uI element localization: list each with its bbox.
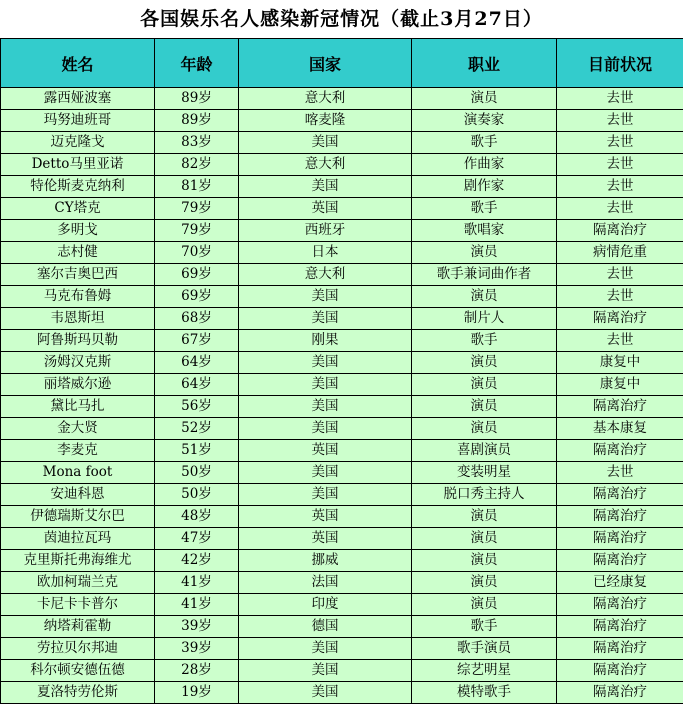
cell-age: 50岁 <box>155 462 239 484</box>
cell-country: 印度 <box>239 594 412 616</box>
cell-occupation: 演员 <box>412 242 557 264</box>
cell-country: 美国 <box>239 352 412 374</box>
cell-country: 德国 <box>239 616 412 638</box>
cell-name: 玛努迪班哥 <box>1 110 155 132</box>
cell-name: 克里斯托弗海维尤 <box>1 550 155 572</box>
cell-occupation: 歌手兼词曲作者 <box>412 264 557 286</box>
cell-age: 64岁 <box>155 374 239 396</box>
table-row <box>1 374 683 396</box>
header-name: 姓名 <box>1 39 155 88</box>
cell-status: 隔离治疗 <box>557 528 683 550</box>
cell-name: Mona foot <box>1 462 155 484</box>
cell-country: 意大利 <box>239 88 412 110</box>
cell-age: 89岁 <box>155 88 239 110</box>
table-row <box>1 616 683 638</box>
cell-name: 露西娅波塞 <box>1 88 155 110</box>
cell-occupation: 演员 <box>412 528 557 550</box>
cell-age: 47岁 <box>155 528 239 550</box>
cell-status: 康复中 <box>557 374 683 396</box>
cell-country: 美国 <box>239 660 412 682</box>
cell-name: CY塔克 <box>1 198 155 220</box>
cell-status: 隔离治疗 <box>557 484 683 506</box>
cell-country: 美国 <box>239 638 412 660</box>
table-row <box>1 132 683 154</box>
cell-age: 69岁 <box>155 264 239 286</box>
cell-country: 美国 <box>239 176 412 198</box>
cell-name: 夏洛特劳伦斯 <box>1 682 155 704</box>
cell-name: 茵迪拉瓦玛 <box>1 528 155 550</box>
cell-occupation: 演员 <box>412 374 557 396</box>
cell-country: 美国 <box>239 308 412 330</box>
cell-occupation: 演员 <box>412 88 557 110</box>
cell-age: 79岁 <box>155 198 239 220</box>
celebrity-table <box>0 38 683 704</box>
cell-age: 28岁 <box>155 660 239 682</box>
cell-occupation: 演员 <box>412 506 557 528</box>
cell-country: 刚果 <box>239 330 412 352</box>
cell-occupation: 模特歌手 <box>412 682 557 704</box>
cell-status: 去世 <box>557 110 683 132</box>
table-row <box>1 88 683 110</box>
cell-country: 意大利 <box>239 264 412 286</box>
cell-occupation: 喜剧演员 <box>412 440 557 462</box>
cell-occupation: 歌手 <box>412 132 557 154</box>
cell-occupation: 作曲家 <box>412 154 557 176</box>
cell-country: 美国 <box>239 132 412 154</box>
cell-status: 隔离治疗 <box>557 682 683 704</box>
cell-age: 82岁 <box>155 154 239 176</box>
cell-status: 隔离治疗 <box>557 396 683 418</box>
cell-country: 意大利 <box>239 154 412 176</box>
cell-age: 41岁 <box>155 572 239 594</box>
cell-status: 隔离治疗 <box>557 616 683 638</box>
cell-status: 隔离治疗 <box>557 550 683 572</box>
cell-age: 48岁 <box>155 506 239 528</box>
cell-occupation: 演员 <box>412 352 557 374</box>
table-row <box>1 308 683 330</box>
table-row <box>1 418 683 440</box>
cell-name: 塞尔吉奥巴西 <box>1 264 155 286</box>
cell-occupation: 歌唱家 <box>412 220 557 242</box>
header-status: 目前状况 <box>557 39 683 88</box>
table-row <box>1 440 683 462</box>
cell-age: 50岁 <box>155 484 239 506</box>
cell-occupation: 歌手 <box>412 198 557 220</box>
cell-age: 64岁 <box>155 352 239 374</box>
cell-name: 阿鲁斯玛贝勒 <box>1 330 155 352</box>
table-row <box>1 638 683 660</box>
table-row <box>1 176 683 198</box>
cell-status: 隔离治疗 <box>557 308 683 330</box>
cell-age: 51岁 <box>155 440 239 462</box>
cell-status: 去世 <box>557 264 683 286</box>
cell-country: 美国 <box>239 484 412 506</box>
cell-occupation: 演员 <box>412 550 557 572</box>
cell-name: 纳塔莉霍勒 <box>1 616 155 638</box>
cell-name: 韦恩斯坦 <box>1 308 155 330</box>
cell-status: 去世 <box>557 88 683 110</box>
table-row <box>1 660 683 682</box>
table-row <box>1 110 683 132</box>
table-row <box>1 462 683 484</box>
cell-occupation: 歌手 <box>412 330 557 352</box>
header-age: 年龄 <box>155 39 239 88</box>
table-row <box>1 396 683 418</box>
cell-name: 科尔顿安德伍德 <box>1 660 155 682</box>
cell-name: 马克布鲁姆 <box>1 286 155 308</box>
table-row <box>1 242 683 264</box>
cell-status: 去世 <box>557 286 683 308</box>
table-body <box>1 88 683 704</box>
header-row <box>1 39 683 88</box>
cell-age: 69岁 <box>155 286 239 308</box>
header-occupation: 职业 <box>412 39 557 88</box>
cell-status: 基本康复 <box>557 418 683 440</box>
cell-name: 黛比马扎 <box>1 396 155 418</box>
table-row <box>1 506 683 528</box>
cell-country: 美国 <box>239 374 412 396</box>
cell-status: 去世 <box>557 198 683 220</box>
cell-age: 81岁 <box>155 176 239 198</box>
header-country: 国家 <box>239 39 412 88</box>
table-row <box>1 550 683 572</box>
cell-occupation: 变装明星 <box>412 462 557 484</box>
cell-country: 法国 <box>239 572 412 594</box>
table-row <box>1 330 683 352</box>
cell-age: 67岁 <box>155 330 239 352</box>
cell-status: 已经康复 <box>557 572 683 594</box>
cell-name: 李麦克 <box>1 440 155 462</box>
cell-occupation: 演员 <box>412 418 557 440</box>
cell-occupation: 脱口秀主持人 <box>412 484 557 506</box>
cell-name: 卡尼卡卡普尔 <box>1 594 155 616</box>
cell-country: 日本 <box>239 242 412 264</box>
cell-status: 去世 <box>557 330 683 352</box>
cell-status: 隔离治疗 <box>557 506 683 528</box>
page-title: 各国娱乐名人感染新冠情况（截止3月27日） <box>140 8 543 30</box>
cell-name: 丽塔威尔逊 <box>1 374 155 396</box>
cell-country: 英国 <box>239 506 412 528</box>
cell-status: 隔离治疗 <box>557 660 683 682</box>
cell-country: 美国 <box>239 682 412 704</box>
cell-age: 42岁 <box>155 550 239 572</box>
table-row <box>1 154 683 176</box>
cell-status: 去世 <box>557 132 683 154</box>
cell-occupation: 演奏家 <box>412 110 557 132</box>
cell-name: 汤姆汉克斯 <box>1 352 155 374</box>
cell-country: 挪威 <box>239 550 412 572</box>
cell-status: 去世 <box>557 176 683 198</box>
table-row <box>1 572 683 594</box>
cell-age: 70岁 <box>155 242 239 264</box>
cell-age: 68岁 <box>155 308 239 330</box>
cell-age: 41岁 <box>155 594 239 616</box>
cell-age: 39岁 <box>155 638 239 660</box>
cell-occupation: 演员 <box>412 572 557 594</box>
cell-occupation: 歌手演员 <box>412 638 557 660</box>
cell-status: 隔离治疗 <box>557 594 683 616</box>
cell-name: 安迪科恩 <box>1 484 155 506</box>
cell-status: 隔离治疗 <box>557 440 683 462</box>
cell-name: 劳拉贝尔邦迪 <box>1 638 155 660</box>
cell-name: 多明戈 <box>1 220 155 242</box>
cell-occupation: 演员 <box>412 594 557 616</box>
cell-occupation: 演员 <box>412 396 557 418</box>
cell-status: 康复中 <box>557 352 683 374</box>
table-row <box>1 198 683 220</box>
cell-age: 56岁 <box>155 396 239 418</box>
cell-status: 去世 <box>557 462 683 484</box>
cell-country: 美国 <box>239 418 412 440</box>
cell-country: 喀麦隆 <box>239 110 412 132</box>
table-row <box>1 528 683 550</box>
cell-country: 美国 <box>239 462 412 484</box>
cell-status: 去世 <box>557 154 683 176</box>
cell-name: 特伦斯麦克纳利 <box>1 176 155 198</box>
cell-country: 西班牙 <box>239 220 412 242</box>
cell-country: 美国 <box>239 396 412 418</box>
cell-status: 隔离治疗 <box>557 220 683 242</box>
cell-age: 39岁 <box>155 616 239 638</box>
cell-name: 伊德瑞斯艾尔巴 <box>1 506 155 528</box>
cell-name: 志村健 <box>1 242 155 264</box>
cell-occupation: 演员 <box>412 286 557 308</box>
cell-name: 金大贤 <box>1 418 155 440</box>
cell-age: 52岁 <box>155 418 239 440</box>
cell-occupation: 剧作家 <box>412 176 557 198</box>
cell-status: 隔离治疗 <box>557 638 683 660</box>
cell-name: Detto马里亚诺 <box>1 154 155 176</box>
cell-age: 79岁 <box>155 220 239 242</box>
cell-name: 迈克隆戈 <box>1 132 155 154</box>
table-row <box>1 484 683 506</box>
cell-name: 欧加柯瑞兰克 <box>1 572 155 594</box>
cell-occupation: 综艺明星 <box>412 660 557 682</box>
cell-occupation: 制片人 <box>412 308 557 330</box>
cell-country: 英国 <box>239 528 412 550</box>
cell-occupation: 歌手 <box>412 616 557 638</box>
cell-age: 83岁 <box>155 132 239 154</box>
table-row <box>1 682 683 704</box>
cell-age: 19岁 <box>155 682 239 704</box>
table-row <box>1 220 683 242</box>
cell-status: 病情危重 <box>557 242 683 264</box>
table-row <box>1 594 683 616</box>
table-row <box>1 286 683 308</box>
table-row <box>1 264 683 286</box>
cell-country: 英国 <box>239 440 412 462</box>
cell-country: 美国 <box>239 286 412 308</box>
table-row <box>1 352 683 374</box>
cell-age: 89岁 <box>155 110 239 132</box>
cell-country: 英国 <box>239 198 412 220</box>
